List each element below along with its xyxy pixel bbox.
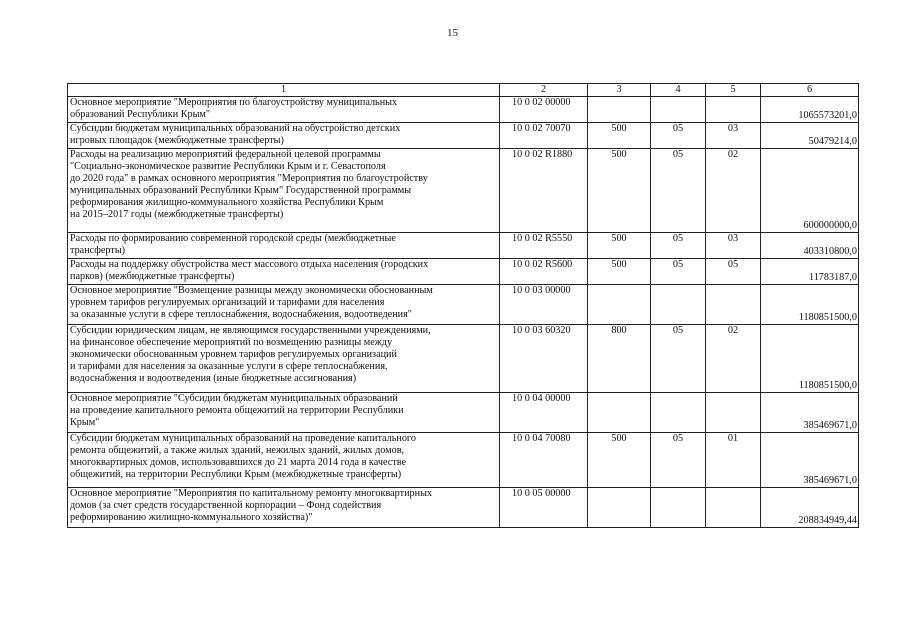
expense-type-cell <box>588 97 651 123</box>
section-cell: 05 <box>651 259 706 285</box>
table-row <box>68 433 859 488</box>
expense-type-cell: 500 <box>588 233 651 259</box>
expense-name-cell: Расходы по формированию современной городской среды (межбюджетные трансферты) <box>68 233 500 259</box>
expense-type-cell: 500 <box>588 259 651 285</box>
target-code-cell: 10 0 04 00000 <box>500 393 588 433</box>
subsection-cell: 03 <box>706 233 761 259</box>
section-cell: 05 <box>651 433 706 488</box>
subsection-cell <box>706 97 761 123</box>
table-row <box>68 285 859 325</box>
table-row <box>68 97 859 123</box>
expense-type-cell: 800 <box>588 325 651 393</box>
section-cell: 05 <box>651 123 706 149</box>
subsection-cell: 03 <box>706 123 761 149</box>
section-cell: 05 <box>651 149 706 233</box>
amount-cell: 600000000,0 <box>761 149 859 233</box>
expense-name-cell: Основное мероприятие "Мероприятия по благоустройству муниципальных образований Республики Крым" <box>68 97 500 123</box>
target-code-cell: 10 0 04 70080 <box>500 433 588 488</box>
subsection-cell: 02 <box>706 149 761 233</box>
amount-cell: 385469671,0 <box>761 433 859 488</box>
subsection-cell <box>706 393 761 433</box>
column-header-6: 6 <box>761 84 859 97</box>
subsection-cell <box>706 488 761 528</box>
target-code-cell: 10 0 02 00000 <box>500 97 588 123</box>
expense-name-cell: Субсидии бюджетам муниципальных образований на проведение капитального ремонта общежитий, а также жилых зданий, нежилых зданий, жилых домов, многоквартирных домов, использовавшихся до 21 марта 2014 года в качестве общежитий, на территории Республики Крым (межбюджетные трансферты) <box>68 433 500 488</box>
expense-name-cell: Расходы на реализацию мероприятий федеральной целевой программы "Социально-экономическое развитие Республики Крым и г. Севастополя до 2020 года" в рамках основного мероприятия "Мероприятия по благоустройству муниципальных образований Республики Крым" Государственной программы реформирования жилищно-коммунального хозяйства Республики Крым на 2015–2017 годы (межбюджетные трансферты) <box>68 149 500 233</box>
expense-name-cell: Расходы на поддержку обустройства мест массового отдыха населения (городских парков) (межбюджетные трансферты) <box>68 259 500 285</box>
target-code-cell: 10 0 02 R5600 <box>500 259 588 285</box>
expense-type-cell <box>588 393 651 433</box>
section-cell <box>651 285 706 325</box>
target-code-cell: 10 0 03 00000 <box>500 285 588 325</box>
column-header-3: 3 <box>588 84 651 97</box>
target-code-cell: 10 0 02 70070 <box>500 123 588 149</box>
budget-table <box>67 83 859 528</box>
amount-cell: 50479214,0 <box>761 123 859 149</box>
amount-cell: 385469671,0 <box>761 393 859 433</box>
target-code-cell: 10 0 05 00000 <box>500 488 588 528</box>
table-row <box>68 123 859 149</box>
section-cell <box>651 97 706 123</box>
expense-type-cell <box>588 285 651 325</box>
section-cell: 05 <box>651 325 706 393</box>
target-code-cell: 10 0 02 R1880 <box>500 149 588 233</box>
expense-name-cell: Субсидии бюджетам муниципальных образований на обустройство детских игровых площадок (межбюджетные трансферты) <box>68 123 500 149</box>
table-row <box>68 325 859 393</box>
column-header-1: 1 <box>68 84 500 97</box>
expense-name-cell: Субсидии юридическим лицам, не являющимся государственными учреждениями, на финансовое обеспечение мероприятий по возмещению разницы между экономически обоснованным уровнем тарифов регулируемых организаций и тарифами для населения за оказанные услуги в сфере теплоснабжения, водоснабжения и водоотведения (иные бюджетные ассигнования) <box>68 325 500 393</box>
expense-type-cell: 500 <box>588 123 651 149</box>
expense-type-cell: 500 <box>588 149 651 233</box>
subsection-cell: 02 <box>706 325 761 393</box>
table-row <box>68 233 859 259</box>
subsection-cell: 05 <box>706 259 761 285</box>
table-row <box>68 149 859 233</box>
amount-cell: 208834949,44 <box>761 488 859 528</box>
table-row <box>68 259 859 285</box>
amount-cell: 403310800,0 <box>761 233 859 259</box>
table-row <box>68 393 859 433</box>
subsection-cell <box>706 285 761 325</box>
section-cell: 05 <box>651 233 706 259</box>
column-header-2: 2 <box>500 84 588 97</box>
expense-name-cell: Основное мероприятие "Мероприятия по капитальному ремонту многоквартирных домов (за счет средств государственной корпорации – Фонд содействия реформированию жилищно-коммунального хозяйства)" <box>68 488 500 528</box>
expense-name-cell: Основное мероприятие "Возмещение разницы между экономически обоснованным уровнем тарифов регулируемых организаций и тарифами для населения за оказанные услуги в сфере теплоснабжения, водоснабжения, водоотведения" <box>68 285 500 325</box>
table-body <box>68 97 859 528</box>
section-cell <box>651 393 706 433</box>
expense-name-cell: Основное мероприятие "Субсидии бюджетам муниципальных образований на проведение капитального ремонта общежитий на территории Республики Крым" <box>68 393 500 433</box>
amount-cell: 11783187,0 <box>761 259 859 285</box>
target-code-cell: 10 0 03 60320 <box>500 325 588 393</box>
section-cell <box>651 488 706 528</box>
column-header-5: 5 <box>706 84 761 97</box>
expense-type-cell: 500 <box>588 433 651 488</box>
table-row <box>68 488 859 528</box>
column-header-4: 4 <box>651 84 706 97</box>
amount-cell: 1180851500,0 <box>761 325 859 393</box>
header-row <box>68 84 859 97</box>
amount-cell: 1180851500,0 <box>761 285 859 325</box>
page-number: 15 <box>447 27 458 39</box>
expense-type-cell <box>588 488 651 528</box>
subsection-cell: 01 <box>706 433 761 488</box>
amount-cell: 1065573201,0 <box>761 97 859 123</box>
target-code-cell: 10 0 02 R5550 <box>500 233 588 259</box>
